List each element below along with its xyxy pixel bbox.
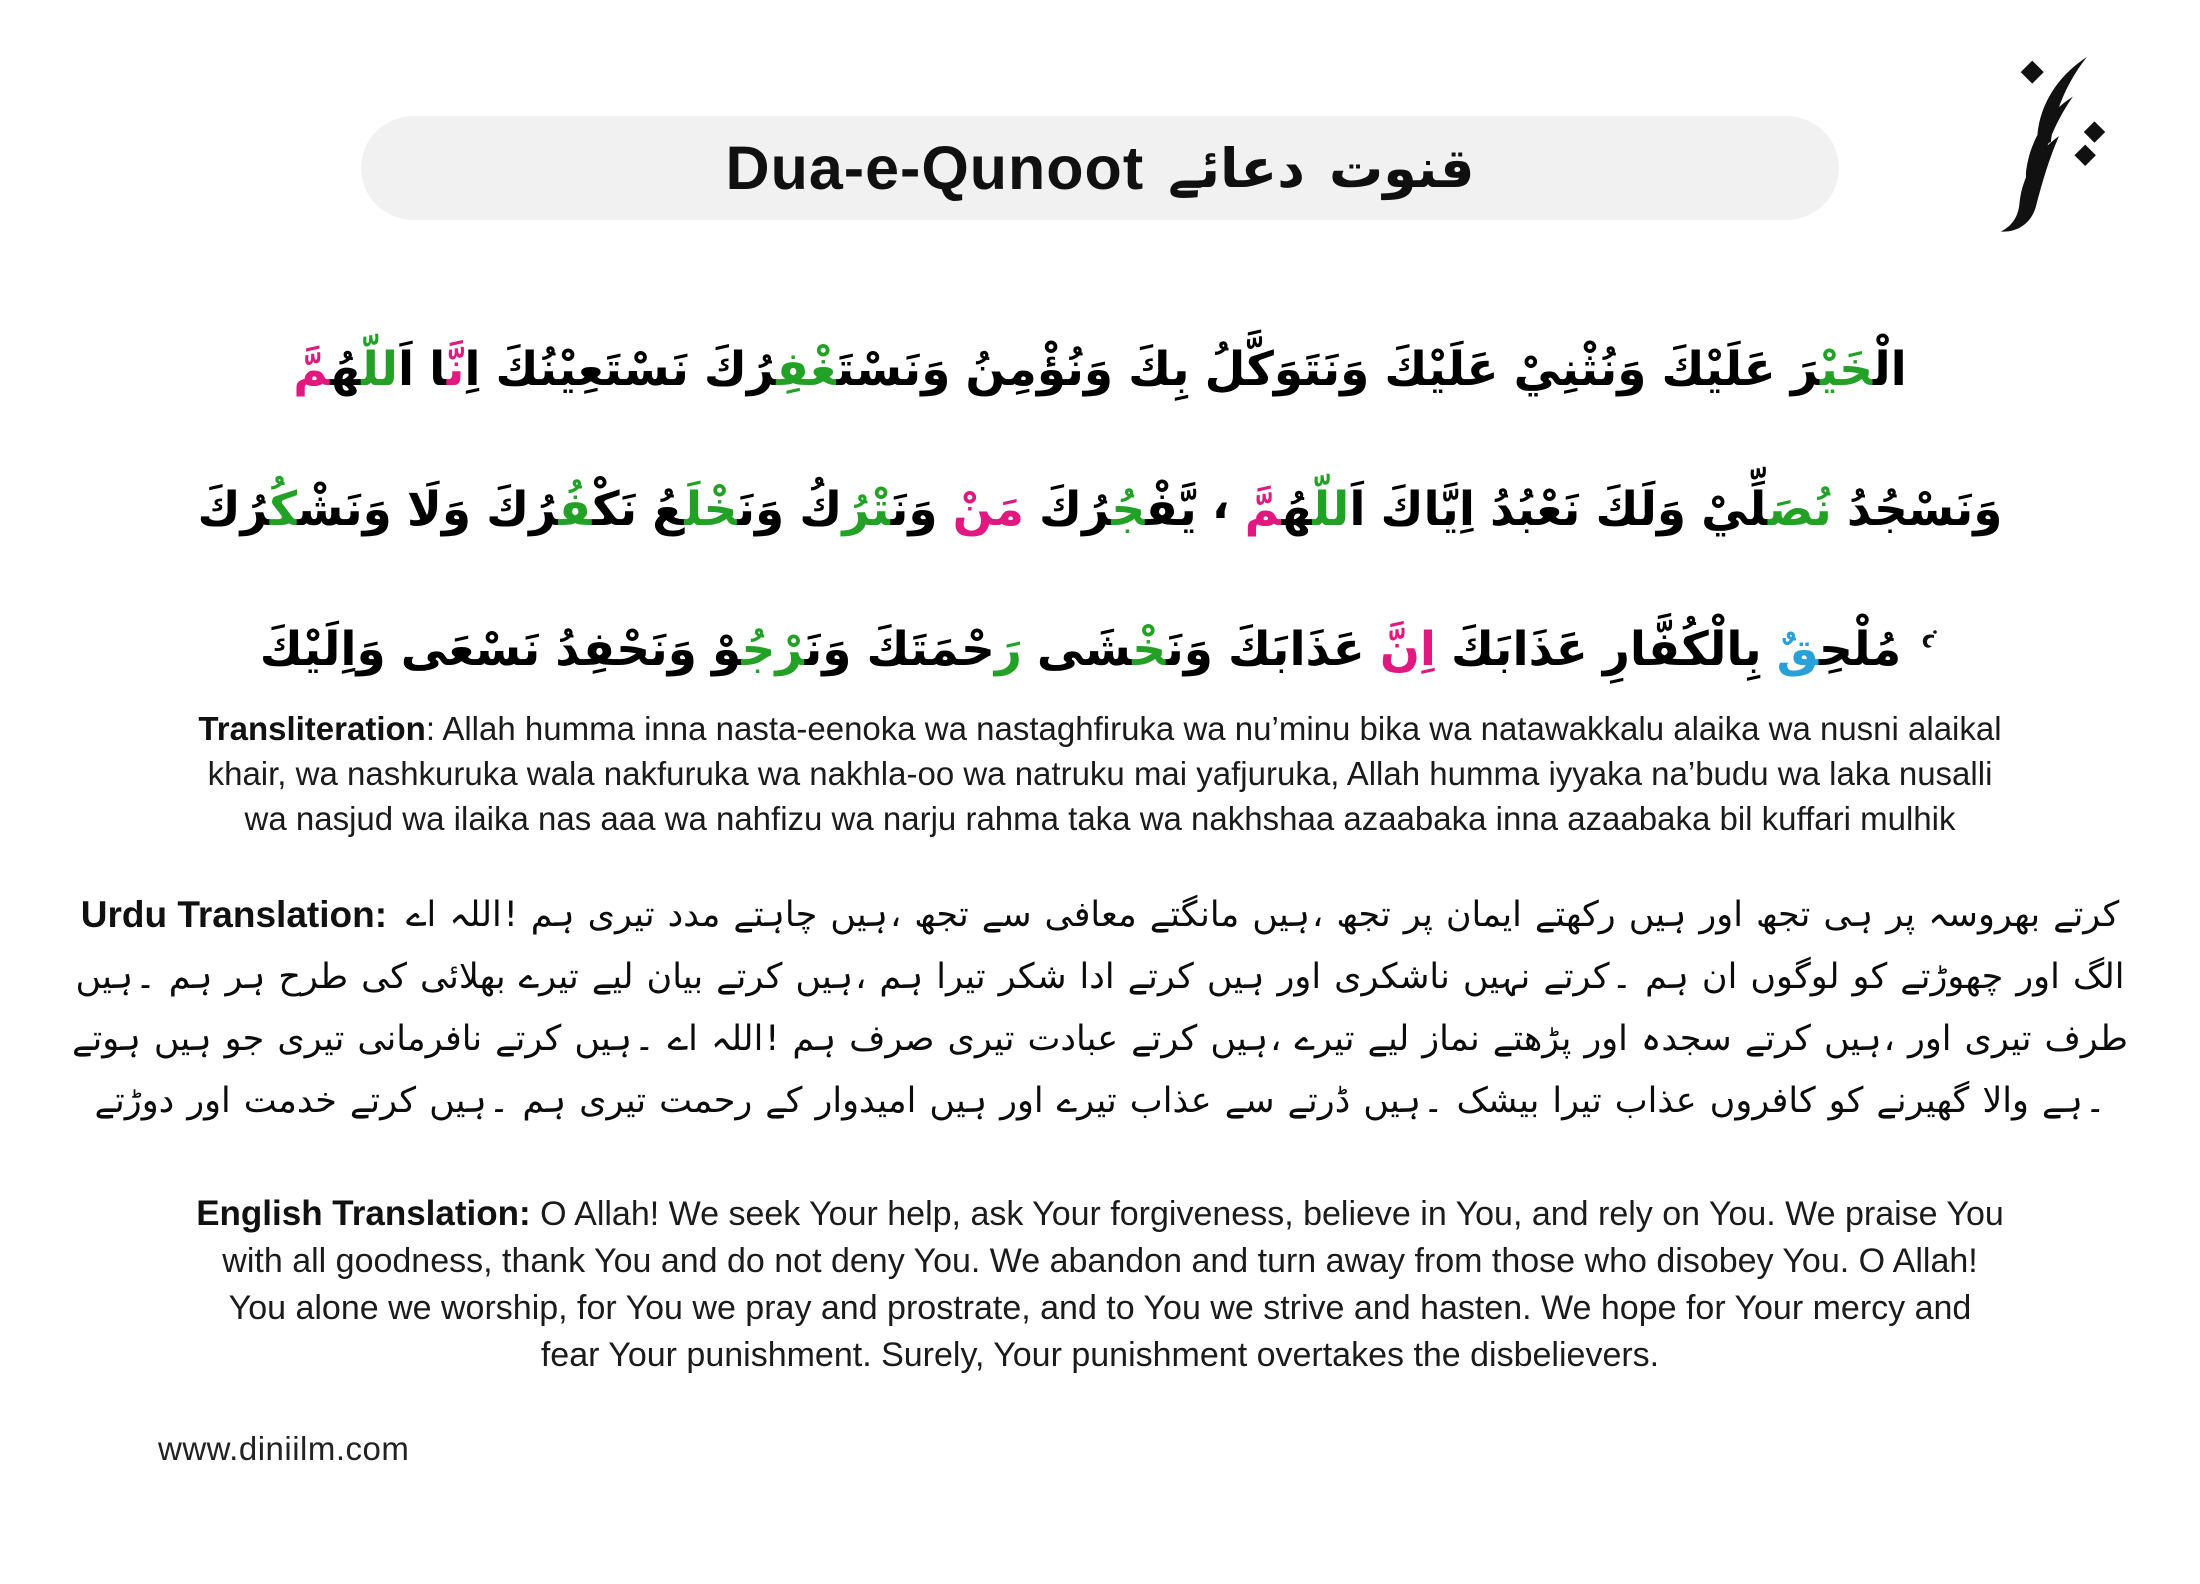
arabic-word: نَسْتَعِيْنُكَ	[495, 341, 689, 397]
urdu-word: کی	[361, 956, 407, 997]
urdu-word: اور	[1584, 1018, 1628, 1059]
urdu-word: چھوڑتے	[1900, 956, 2004, 997]
urdu-word: کرتے۔	[1543, 956, 1633, 997]
arabic-word: عَذَابَكَ	[1228, 621, 1365, 677]
arabic-word: يَّفْجُرُكَ	[1039, 481, 1197, 537]
urdu-word: پڑھتے	[1492, 1018, 1572, 1059]
urdu-word: ڈرتے	[1287, 1080, 1351, 1121]
urdu-word: تیرے	[1056, 1080, 1117, 1121]
urdu-word: سے	[1224, 1080, 1275, 1121]
urdu-word: بیان	[646, 956, 704, 997]
urdu-word: کے	[765, 1080, 803, 1121]
urdu-word: شکر	[998, 956, 1067, 997]
arabic-word: وَنَسْجُدُ	[1846, 481, 2003, 537]
arabic-word: وَنَسْتَغْفِرُكَ	[703, 341, 951, 397]
urdu-word: ہر	[225, 956, 266, 997]
urdu-word: ہم	[522, 1080, 567, 1121]
urdu-word: ہم	[1645, 956, 1689, 997]
urdu-word: خدمت	[243, 1080, 337, 1121]
urdu-word: طرف	[2044, 1018, 2128, 1059]
urdu-word: سجدہ	[1640, 1018, 1732, 1059]
arabic-word: عَذَابَكَ	[1451, 621, 1588, 677]
urdu-word: تیرا	[1552, 1080, 1602, 1121]
arabic-line-1	[0, 292, 2200, 432]
arabic-line-2	[0, 432, 2200, 572]
urdu-word: لیے	[591, 956, 634, 997]
arabic-word: عَلَيْكَ	[1661, 341, 1776, 397]
urdu-word: دوڑتے	[94, 1080, 175, 1121]
brand-calligraphy-logo	[1988, 50, 2130, 242]
transliteration-line-2: khair, wa nashkuruka wala nakfuruka wa nakhla-oo wa natruku mai yafjuruka, Allah humma iyyaka na’budu wa laka nusalli	[207, 755, 1993, 792]
arabic-word: وَنَخْلَعُ	[652, 481, 785, 537]
urdu-word: تیری	[277, 1018, 345, 1059]
arabic-word: مَنْ	[952, 481, 1025, 537]
urdu-word: طرح	[278, 956, 349, 997]
urdu-word: معافی	[1044, 894, 1137, 935]
urdu-word: تجھ	[1755, 894, 1811, 935]
urdu-word: ہیں	[153, 1018, 212, 1059]
urdu-word: کرتے	[1131, 1018, 1198, 1059]
arabic-word: وَنُثْنِيْ	[1513, 341, 1647, 397]
urdu-word: نماز	[1422, 1018, 1480, 1059]
urdu-word: بھلائی	[419, 956, 506, 997]
transliteration-line-1: Transliteration: Allah humma inna nasta-eenoka wa nastaghfiruka wa nu’minu bika wa natawakkalu alaika wa nusni alaikal	[198, 710, 2002, 747]
arabic-word: وَنَحْفِدُ	[555, 621, 698, 677]
urdu-word: ہیں۔	[75, 956, 156, 997]
arabic-dua-block	[0, 292, 2200, 712]
urdu-word: ہم	[879, 956, 924, 997]
urdu-word: اور	[1000, 1080, 1044, 1121]
arabic-word: نَسْعَى	[400, 621, 541, 677]
urdu-word: ہیں،	[830, 894, 902, 935]
arabic-word: وَنَتْرُكُ	[799, 481, 938, 537]
page-title-english: Dua-e-Qunoot	[725, 134, 1145, 202]
arabic-word: رَحْمَتَكَ	[866, 621, 1022, 677]
urdu-line-2	[75, 946, 2125, 1008]
urdu-word: ایمان	[1445, 894, 1522, 935]
urdu-word: امیدوار	[815, 1080, 917, 1121]
urdu-translation-label: Urdu Translation:	[80, 894, 388, 935]
urdu-word: کرتے	[716, 956, 783, 997]
urdu-word: نہیں	[1462, 956, 1531, 997]
urdu-word: عذاب	[1614, 1080, 1697, 1121]
page-title-urdu-word-2: قنوت	[1328, 136, 1475, 200]
arabic-word: اِنَّ	[1379, 621, 1437, 677]
urdu-word: ہیں	[1206, 956, 1265, 997]
arabic-word: اِنَّا	[429, 341, 481, 397]
arabic-word: اِيَّاكَ	[1380, 481, 1475, 537]
arabic-word: وَنَرْجُوْ	[712, 621, 852, 677]
urdu-word: رکھتے	[1534, 894, 1616, 935]
arabic-word: بِالْكُفَّارِ	[1602, 621, 1762, 677]
urdu-word: کرتے	[349, 1080, 417, 1121]
urdu-word: تیری	[947, 1018, 1015, 1059]
urdu-word: ہیں۔	[574, 1018, 655, 1059]
arabic-word: وَنَخْشَى	[1036, 621, 1214, 677]
english-line-1: English Translation: O Allah! We seek Your help, ask Your forgiveness, believe in You, and rely on You. We praise You	[196, 1194, 2004, 1233]
arabic-word: اَللّهُمَّ	[1244, 481, 1366, 537]
arabic-comma: ،	[1211, 474, 1230, 530]
arabic-word: الْخَيْرَ	[1790, 341, 1907, 397]
urdu-word: ناشکری	[1334, 956, 1450, 997]
arabic-word: وَلَكَ	[1595, 481, 1687, 537]
urdu-word: چاہتے	[733, 894, 818, 935]
urdu-word: کافروں	[1709, 1080, 1816, 1121]
page-title-urdu-word-1: دعائے	[1168, 136, 1305, 200]
arabic-word: وَاِلَيْكَ	[259, 621, 386, 677]
urdu-word: اللہ!	[449, 894, 518, 935]
urdu-word: ہی	[1823, 894, 1874, 935]
urdu-word: سے	[981, 894, 1032, 935]
urdu-word: اور	[2016, 956, 2060, 997]
urdu-word: کو	[1828, 1080, 1864, 1121]
urdu-word: ہیں	[1628, 894, 1687, 935]
english-translation-block	[115, 1190, 2085, 1379]
arabic-word: وَنَتَوَكَّلُ	[1204, 341, 1370, 397]
urdu-word: تیری	[587, 894, 655, 935]
urdu-word: ہم	[792, 1018, 837, 1059]
urdu-word: اے	[406, 894, 437, 935]
transliteration-line-3: wa nasjud wa ilaika nas aaa wa nahfizu wa narju rahma taka wa nakhshaa azaabaka inna azaabaka bil kuffari mulhik	[244, 800, 1956, 837]
transliteration-block	[105, 706, 2095, 841]
urdu-word: اور	[1907, 1018, 1952, 1059]
arabic-word: عَلَيْكَ	[1384, 341, 1499, 397]
arabic-word: وَنُؤْمِنُ	[965, 341, 1114, 397]
urdu-word: عبادت	[1027, 1018, 1119, 1059]
urdu-word: کرتے	[1744, 1018, 1811, 1059]
urdu-word: تجھ	[1336, 894, 1391, 935]
urdu-word: ہیں،	[1210, 1018, 1282, 1059]
urdu-word: مدد	[667, 894, 721, 935]
urdu-word: کرتے	[2053, 894, 2120, 935]
urdu-word: گھیرنے	[1876, 1080, 1970, 1121]
urdu-word: ان	[1701, 956, 1738, 997]
arabic-word: وَلَا	[406, 481, 472, 537]
title-pill	[361, 116, 1839, 220]
urdu-word: تیرے	[1294, 1018, 1355, 1059]
urdu-word: ہیں۔	[429, 1080, 510, 1121]
urdu-word: تیرے	[518, 956, 579, 997]
urdu-word: ہیں	[929, 1080, 988, 1121]
urdu-word: ہوتے	[72, 1018, 141, 1059]
urdu-line-1	[80, 884, 2120, 946]
urdu-line-3	[72, 1008, 2128, 1070]
urdu-word: ہم	[530, 894, 575, 935]
urdu-word: اللہ!	[710, 1018, 780, 1059]
urdu-word: والا	[1982, 1080, 2029, 1121]
waqf-mark-icon	[1918, 627, 1940, 657]
transliteration-label: Transliteration	[198, 710, 426, 747]
urdu-word: تیرا	[936, 956, 986, 997]
urdu-word: ادا	[1079, 956, 1115, 997]
urdu-word: ہیں۔	[1363, 1080, 1444, 1121]
english-line-3: You alone we worship, for You we pray and prostrate, and to You we strive and hasten. We hope for Your mercy and	[228, 1289, 1972, 1327]
urdu-word: تیری	[1964, 1018, 2032, 1059]
urdu-word: اور	[187, 1080, 231, 1121]
urdu-word: رحمت	[659, 1080, 753, 1121]
arabic-word: نَعْبُدُ	[1489, 481, 1581, 537]
urdu-word: صرف	[849, 1018, 935, 1059]
arabic-word: مُلْحِقٌ	[1776, 621, 1902, 677]
urdu-word: اے	[667, 1018, 698, 1059]
urdu-word: تجھ	[914, 894, 969, 935]
urdu-word: ہیں،	[1823, 1018, 1895, 1059]
urdu-word: الگ	[2072, 956, 2125, 997]
urdu-word: ہیں،	[795, 956, 867, 997]
arabic-word: نُصَلِّيْ	[1701, 481, 1832, 537]
urdu-word: پر	[1886, 894, 1916, 935]
arabic-word: اَللّهُمَّ	[293, 341, 415, 397]
urdu-word: کرتے	[1127, 956, 1194, 997]
urdu-word: ہے۔	[2041, 1080, 2106, 1121]
urdu-word: اور	[1277, 956, 1322, 997]
urdu-word: عذاب	[1129, 1080, 1212, 1121]
urdu-word: ہم	[168, 956, 213, 997]
urdu-word: اور	[1699, 894, 1743, 935]
urdu-word: جو	[224, 1018, 265, 1059]
urdu-word: کو	[1852, 956, 1888, 997]
arabic-word: نَكْفُرُكَ	[486, 481, 638, 537]
urdu-line-4	[85, 1070, 2115, 1132]
urdu-word: ہیں،	[1252, 894, 1324, 935]
arabic-word: وَنَشْكُرُكَ	[197, 481, 392, 537]
english-line-2: with all goodness, thank You and do not deny You. We abandon and turn away from those who disobey You. O Allah!	[222, 1242, 1978, 1280]
urdu-word: لوگوں	[1750, 956, 1840, 997]
urdu-translation-block	[72, 884, 2128, 1132]
urdu-word: بھروسہ	[1928, 894, 2041, 935]
urdu-word: لیے	[1367, 1018, 1410, 1059]
arabic-line-3	[0, 572, 2200, 712]
urdu-word: پر	[1403, 894, 1433, 935]
english-translation-label: English Translation:	[196, 1194, 531, 1233]
urdu-word: مانگتے	[1149, 894, 1240, 935]
english-line-4: fear Your punishment. Surely, Your punishment overtakes the disbelievers.	[540, 1336, 1660, 1374]
urdu-word: نافرمانی	[357, 1018, 483, 1059]
arabic-word: بِكَ	[1128, 341, 1190, 397]
calligraphy-mark-icon	[1988, 50, 2130, 242]
website-url: www.diniilm.com	[158, 1430, 410, 1467]
urdu-word: بیشک	[1456, 1080, 1540, 1121]
urdu-word: تیری	[579, 1080, 647, 1121]
urdu-word: کرتے	[495, 1018, 562, 1059]
